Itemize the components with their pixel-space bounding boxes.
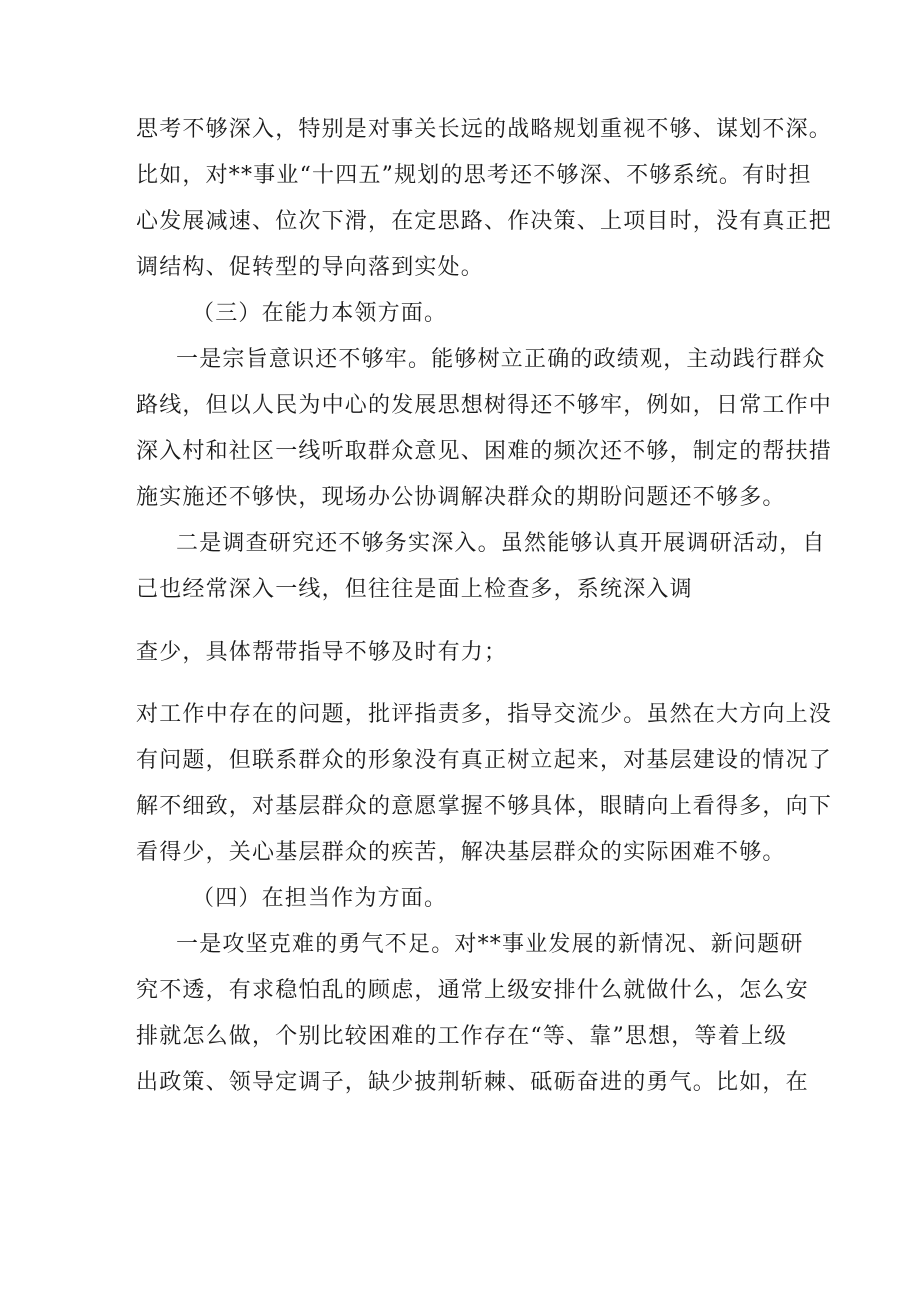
text-line: 有问题，但联系群众的形象没有真正树立起来，对基层建设的情况了 <box>136 748 833 773</box>
text-line: 己也经常深入一线，但往往是面上检查多，系统深入调 <box>136 577 693 602</box>
paragraph-first-line: 二是调查研究还不够务实深入。虽然能够认真开展调研活动，自 <box>176 531 826 556</box>
text-line: 深入村和社区一线听取群众意见、困难的频次还不够，制定的帮扶措 <box>136 439 833 464</box>
text-line: 思考不够深入，特别是对事关长远的战略规划重视不够、谋划不深。 <box>136 117 833 142</box>
section-heading: （三）在能力本领方面。 <box>192 301 448 326</box>
text-line: 心发展减速、位次下滑，在定思路、作决策、上项目时，没有真正把 <box>136 209 833 234</box>
text-line: 究不透，有求稳怕乱的顾虑，通常上级安排什么就做什么，怎么安 <box>136 978 809 1003</box>
text-line: 比如，对**事业“十四五”规划的思考还不够深、不够系统。有时担 <box>136 163 812 188</box>
paragraph-first-line: 一是宗旨意识还不够牢。能够树立正确的政绩观，主动践行群众 <box>176 347 826 372</box>
text-line: 出政策、领导定调子，缺少披荆斩棘、砥砺奋进的勇气。比如，在 <box>136 1070 809 1095</box>
text-line: 调结构、促转型的导向落到实处。 <box>136 255 485 280</box>
text-line: 排就怎么做，个别比较困难的工作存在“等、靠”思想，等着上级 <box>136 1024 788 1049</box>
text-line: 施实施还不够快，现场办公协调解决群众的期盼问题还不够多。 <box>136 485 786 510</box>
text-line: 解不细致，对基层群众的意愿掌握不够具体，眼睛向上看得多，向下 <box>136 794 833 819</box>
text-line: 对工作中存在的问题，批评指责多，指导交流少。虽然在大方向上没 <box>136 702 833 727</box>
paragraph-first-line: 一是攻坚克难的勇气不足。对**事业发展的新情况、新问题研 <box>176 932 804 957</box>
text-line: 看得少，关心基层群众的疾苦，解决基层群众的实际困难不够。 <box>136 840 786 865</box>
text-line: 查少，具体帮带指导不够及时有力； <box>136 640 508 665</box>
text-line: 路线，但以人民为中心的发展思想树得还不够牢，例如，日常工作中 <box>136 393 833 418</box>
section-heading: （四）在担当作为方面。 <box>192 886 448 911</box>
